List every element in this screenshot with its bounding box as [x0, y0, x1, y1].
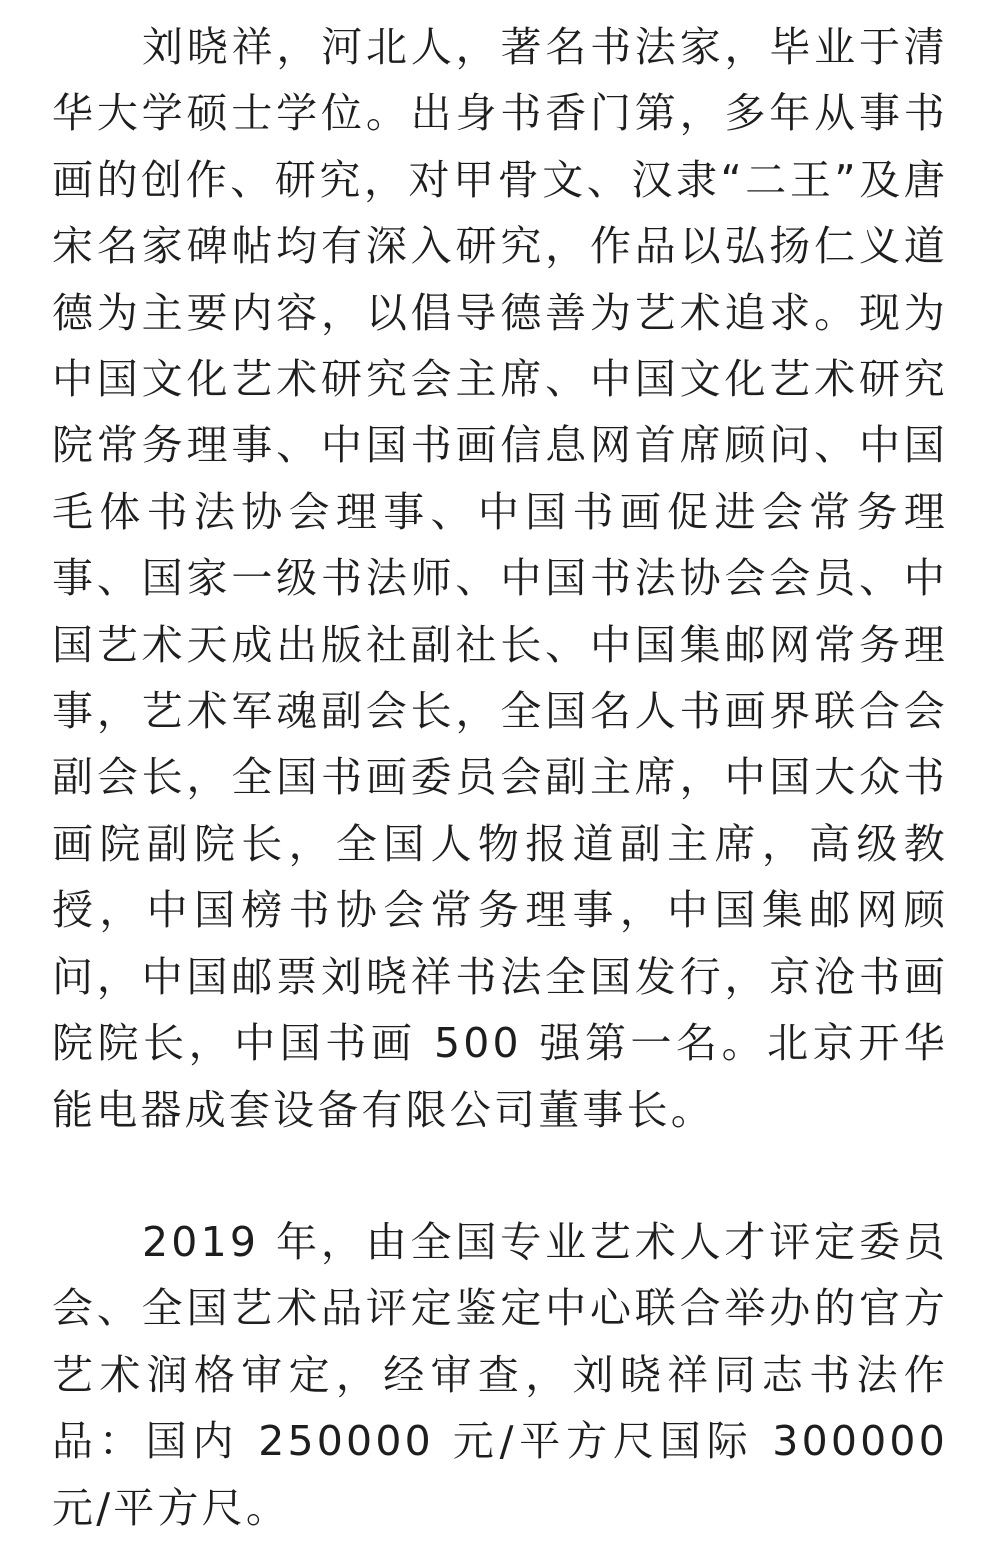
biography-paragraph: 刘晓祥，河北人，著名书法家，毕业于清华大学硕士学位。出身书香门第，多年从事书画的创作、研究，对甲骨文、汉隶“二王”及唐宋名家碑帖均有深入研究，作品以弘扬仁义道德为主要内容，以倡导德善为艺术追求。现为中国文化艺术研究会主席、中国文化艺术研究院常务理事、中国书画信息网首席顾问、中国毛体书法协会理事、中国书画促进会常务理事、国家一级书法师、中国书法协会会员、中国艺术天成出版社副社长、中国集邮网常务理事，艺术军魂副会长，全国名人书画界联合会副会长，全国书画委员会副主席，中国大众书画院副院长，全国人物报道副主席，高级教授，中国榜书协会常务理事，中国集邮网顾问，中国邮票刘晓祥书法全国发行，京沧书画院院长，中国书画 500 强第一名。北京开华能电器成套设备有限公司董事长。 [52, 23, 948, 1134]
article-body [52, 14, 948, 1541]
pricing-paragraph: 2019 年，由全国专业艺术人才评定委员会、全国艺术品评定鉴定中心联合举办的官方艺术润格审定，经审查，刘晓祥同志书法作品：国内 250000 元/平方尺国际 300000 元/平方尺。 [52, 1217, 948, 1532]
